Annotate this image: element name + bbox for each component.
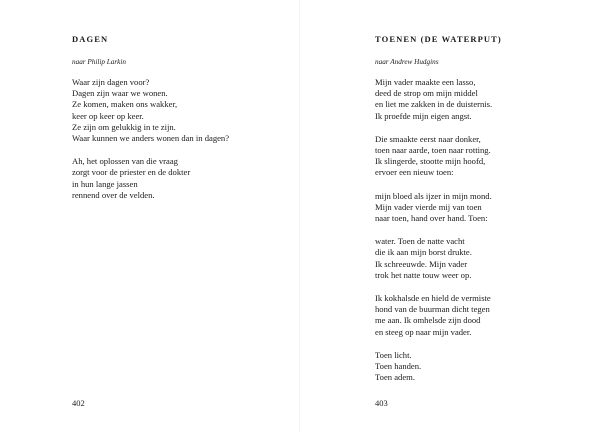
poem-line: naar toen, hand over hand. Toen: — [375, 213, 488, 224]
poem-body — [72, 77, 229, 213]
poem-line: toen naar aarde, toen naar rotting. — [375, 145, 491, 156]
stanza — [375, 191, 492, 225]
poem-line: die ik aan mijn borst drukte. — [375, 247, 472, 258]
poem-line: keer op keer op keer. — [72, 110, 144, 121]
poem-line: Waar kunnen we anders wonen dan in dagen? — [72, 133, 230, 144]
poem-line: Ze komen, maken ons wakker, — [72, 99, 178, 110]
poem-line: en liet me zakken in de duisternis. — [375, 99, 493, 110]
poem-line: water. Toen de natte vacht — [375, 236, 465, 247]
page-number: 402 — [72, 398, 85, 408]
poem-line: rennend over de velden. — [72, 189, 155, 200]
poem-line: hond van de buurman dicht tegen — [375, 304, 490, 315]
poem-line: en steeg op naar mijn vader. — [375, 326, 472, 337]
stanza — [72, 156, 229, 201]
poem-line: Toen licht. — [375, 349, 412, 360]
poem-line: deed de strop om mijn middel — [375, 88, 478, 99]
poem-line: Die smaakte eerst naar donker, — [375, 133, 481, 144]
poem-line: Ik proefde mijn eigen angst. — [375, 110, 472, 121]
poem-line: Ik slingerde, stootte mijn hoofd, — [375, 156, 486, 167]
poem-line: ervoer een nieuw toen: — [375, 167, 454, 178]
right-page — [300, 0, 600, 432]
poem-line: Waar zijn dagen voor? — [72, 77, 150, 87]
poem-body — [375, 77, 492, 395]
poem-title: TOENEN (DE WATERPUT) — [375, 34, 502, 44]
poem-line: Mijn vader vierde mij van toen — [375, 201, 482, 212]
stanza — [375, 293, 492, 338]
poem-line: Ze zijn om gelukkig in te zijn. — [72, 121, 176, 132]
poem-dedication: naar Andrew Hudgins — [375, 58, 439, 66]
poem-line: Dagen zijn waar we wonen. — [72, 88, 168, 99]
poem-line: trok het natte touw weer op. — [375, 269, 472, 280]
stanza — [375, 350, 492, 384]
poem-line: Ik kokhalsde en hield de vermiste — [375, 293, 491, 304]
page-number: 403 — [375, 398, 388, 408]
stanza — [375, 134, 492, 179]
poem-line: mijn bloed als ijzer in mijn mond. — [375, 190, 492, 201]
poem-line: in hun lange jassen — [72, 178, 138, 189]
poem-title: DAGEN — [72, 34, 109, 44]
poem-line: me aan. Ik omhelsde zijn dood — [375, 315, 481, 326]
poem-line: Mijn vader maakte een lasso, — [375, 77, 476, 87]
stanza — [375, 77, 492, 122]
poem-line: Toen adem. — [375, 372, 415, 383]
poem-line: Ah, het oplossen van die vraag — [72, 156, 178, 167]
poem-line: Toen handen. — [375, 361, 422, 372]
poem-dedication: naar Philip Larkin — [72, 58, 126, 66]
poem-line: zorgt voor de priester en de dokter — [72, 167, 191, 178]
stanza — [375, 236, 492, 281]
stanza — [72, 77, 229, 144]
poem-line: Ik schreeuwde. Mijn vader — [375, 258, 468, 269]
